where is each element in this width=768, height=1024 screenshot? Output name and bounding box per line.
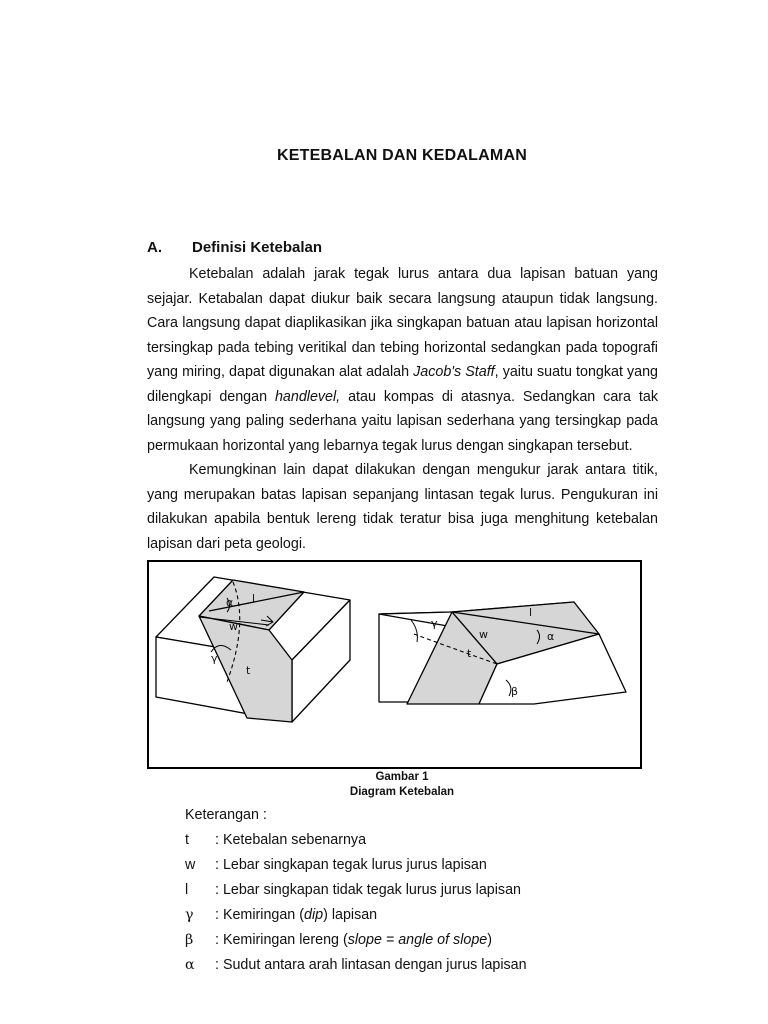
paragraph-2-text: Kemungkinan lain dapat dilakukan dengan mengukur jarak antara titik, yang merupakan batas lapisan sepanjang lintasan tegak lurus. Pengukuran ini dilakukan apabila bentuk lereng tidak teratur bisa juga menghitung ketebalan lapisan dari peta geologi. <box>147 462 658 552</box>
paragraph-1 <box>147 262 658 458</box>
legend-description: : Lebar singkapan tidak tegak lurus jurus lapisan <box>215 882 521 898</box>
legend-description-post: ) lapisan <box>323 907 378 923</box>
paragraph-2 <box>147 458 658 556</box>
paragraph-1-part1: Ketebalan adalah jarak tegak lurus antara dua lapisan batuan yang sejajar. Ketabalan dapat diukur baik secara langsung ataupun tidak langsung. Cara langsung dapat diaplikasikan jika singkapan batuan atau lapisan horizontal tersingkap pada tebing veritikal dan tebing horizontal sedangkan pada topografi yang miring, dapat digunakan alat adalah <box>147 266 658 380</box>
legend-item <box>185 832 366 856</box>
paragraph-1-part2: , yaitu suatu tongkat yang dilengkapi dengan <box>147 364 659 405</box>
legend-description <box>215 907 377 923</box>
legend-description-term: dip <box>304 907 324 923</box>
legend-description-term: slope = angle of slope <box>347 932 488 948</box>
label-l-left: l <box>252 592 256 605</box>
legend-item <box>185 882 521 906</box>
legend-description: : Ketebalan sebenarnya <box>215 832 367 848</box>
figure-caption-number: Gambar 1 <box>375 771 429 783</box>
legend-symbol: w <box>185 857 196 873</box>
legend-description-pre: : Kemiringan lereng ( <box>215 932 348 948</box>
legend-description-pre: : Kemiringan ( <box>215 907 304 923</box>
label-w-left: w <box>229 620 238 633</box>
legend-item <box>185 957 527 981</box>
label-l-right: l <box>529 606 533 619</box>
label-alpha-left: α <box>226 596 234 609</box>
legend-item <box>185 857 487 881</box>
label-alpha-right: α <box>547 630 555 643</box>
handlevel-term: handlevel, <box>274 388 341 405</box>
label-gamma-left: γ <box>211 652 218 665</box>
section-letter: A. <box>147 239 162 256</box>
label-beta-right: β <box>511 685 519 698</box>
thickness-diagram <box>149 562 640 767</box>
label-w-right: w <box>479 628 488 641</box>
legend-symbol: α <box>185 957 195 973</box>
legend-description: : Sudut antara arah lintasan dengan jurus lapisan <box>215 957 527 973</box>
label-t-left: t <box>246 664 251 677</box>
legend-symbol: β <box>185 932 194 948</box>
legend-heading: Keterangan : <box>185 807 267 823</box>
legend-item <box>185 907 377 931</box>
page-title: KETEBALAN DAN KEDALAMAN <box>277 147 527 164</box>
jacob-staff-term: Jacob's Staff <box>413 364 495 380</box>
paragraph-1-part3: atau kompas di atasnya. Sedangkan cara tak langsung yang paling sederhana yaitu lapisan sederhana yang tersingkap pada permukaan horizontal yang lebarnya tegak lurus dengan singkapan tersebut. <box>147 388 658 454</box>
figure-frame <box>147 560 642 769</box>
legend-symbol: l <box>185 882 189 898</box>
legend-symbol: γ <box>185 907 194 923</box>
legend-description-post: ) <box>487 932 492 948</box>
section-title: Definisi Ketebalan <box>192 239 323 256</box>
legend-item <box>185 932 492 956</box>
legend-description: : Lebar singkapan tegak lurus jurus lapisan <box>215 857 487 873</box>
legend-description <box>215 932 492 948</box>
figure-caption-title: Diagram Ketebalan <box>349 786 455 798</box>
label-t-right: t <box>467 647 472 660</box>
legend-symbol: t <box>185 832 189 848</box>
label-gamma-right: γ <box>431 617 438 630</box>
